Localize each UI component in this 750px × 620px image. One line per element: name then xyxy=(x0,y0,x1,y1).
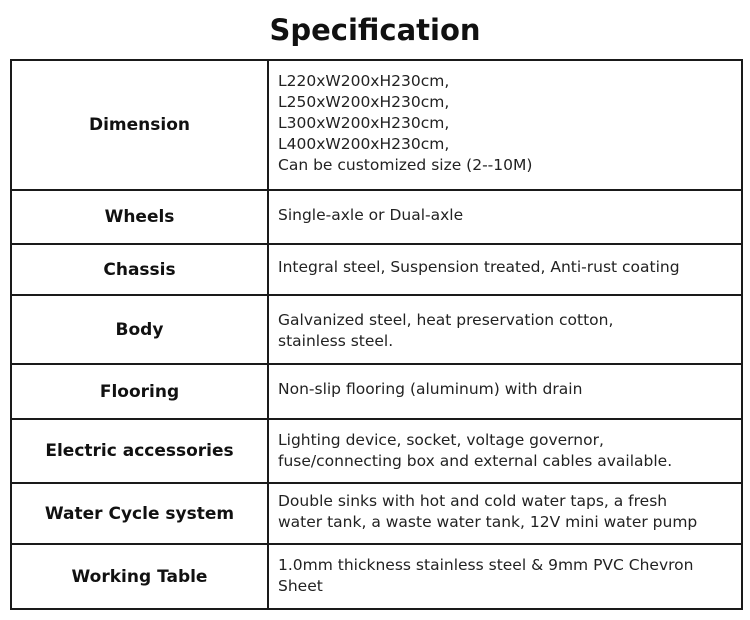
table-row xyxy=(11,483,742,544)
value-line: water tank, a waste water tank, 12V mini water pump xyxy=(278,513,698,531)
value-line: L400xW200xH230cm, xyxy=(278,135,450,153)
table-row xyxy=(11,60,742,190)
page-title: Specification xyxy=(269,13,481,47)
table-row xyxy=(11,544,742,609)
row-value xyxy=(268,190,742,244)
table-row xyxy=(11,244,742,295)
table-row xyxy=(11,419,742,483)
row-value xyxy=(268,364,742,419)
value-line: stainless steel. xyxy=(278,332,394,350)
row-value xyxy=(268,544,742,609)
value-line: Sheet xyxy=(278,577,323,595)
specification-table xyxy=(10,59,743,610)
value-line: Single-axle or Dual-axle xyxy=(278,206,464,224)
value-line: Non-slip flooring (aluminum) with drain xyxy=(278,380,583,398)
row-label: Wheels xyxy=(11,190,268,244)
value-line: 1.0mm thickness stainless steel & 9mm PVC Chevron xyxy=(278,556,694,574)
value-line: fuse/connecting box and external cables available. xyxy=(278,452,673,470)
table-row xyxy=(11,190,742,244)
table-row xyxy=(11,364,742,419)
row-label: Water Cycle system xyxy=(11,483,268,544)
row-label: Chassis xyxy=(11,244,268,295)
value-line: Galvanized steel, heat preservation cotton, xyxy=(278,311,614,329)
row-value xyxy=(268,483,742,544)
row-value xyxy=(268,244,742,295)
value-line: L250xW200xH230cm, xyxy=(278,93,450,111)
value-line: L300xW200xH230cm, xyxy=(278,114,450,132)
value-line: L220xW200xH230cm, xyxy=(278,72,450,90)
value-line: Can be customized size (2--10M) xyxy=(278,156,533,174)
value-line: Double sinks with hot and cold water taps, a fresh xyxy=(278,492,668,510)
row-value xyxy=(268,60,742,190)
row-label: Electric accessories xyxy=(11,419,268,483)
row-label: Body xyxy=(11,295,268,364)
value-line: Lighting device, socket, voltage governor, xyxy=(278,431,604,449)
value-line: Integral steel, Suspension treated, Anti-rust coating xyxy=(278,258,680,276)
row-value xyxy=(268,295,742,364)
row-label: Working Table xyxy=(11,544,268,609)
row-label: Dimension xyxy=(11,60,268,190)
row-label: Flooring xyxy=(11,364,268,419)
row-value xyxy=(268,419,742,483)
table-row xyxy=(11,295,742,364)
